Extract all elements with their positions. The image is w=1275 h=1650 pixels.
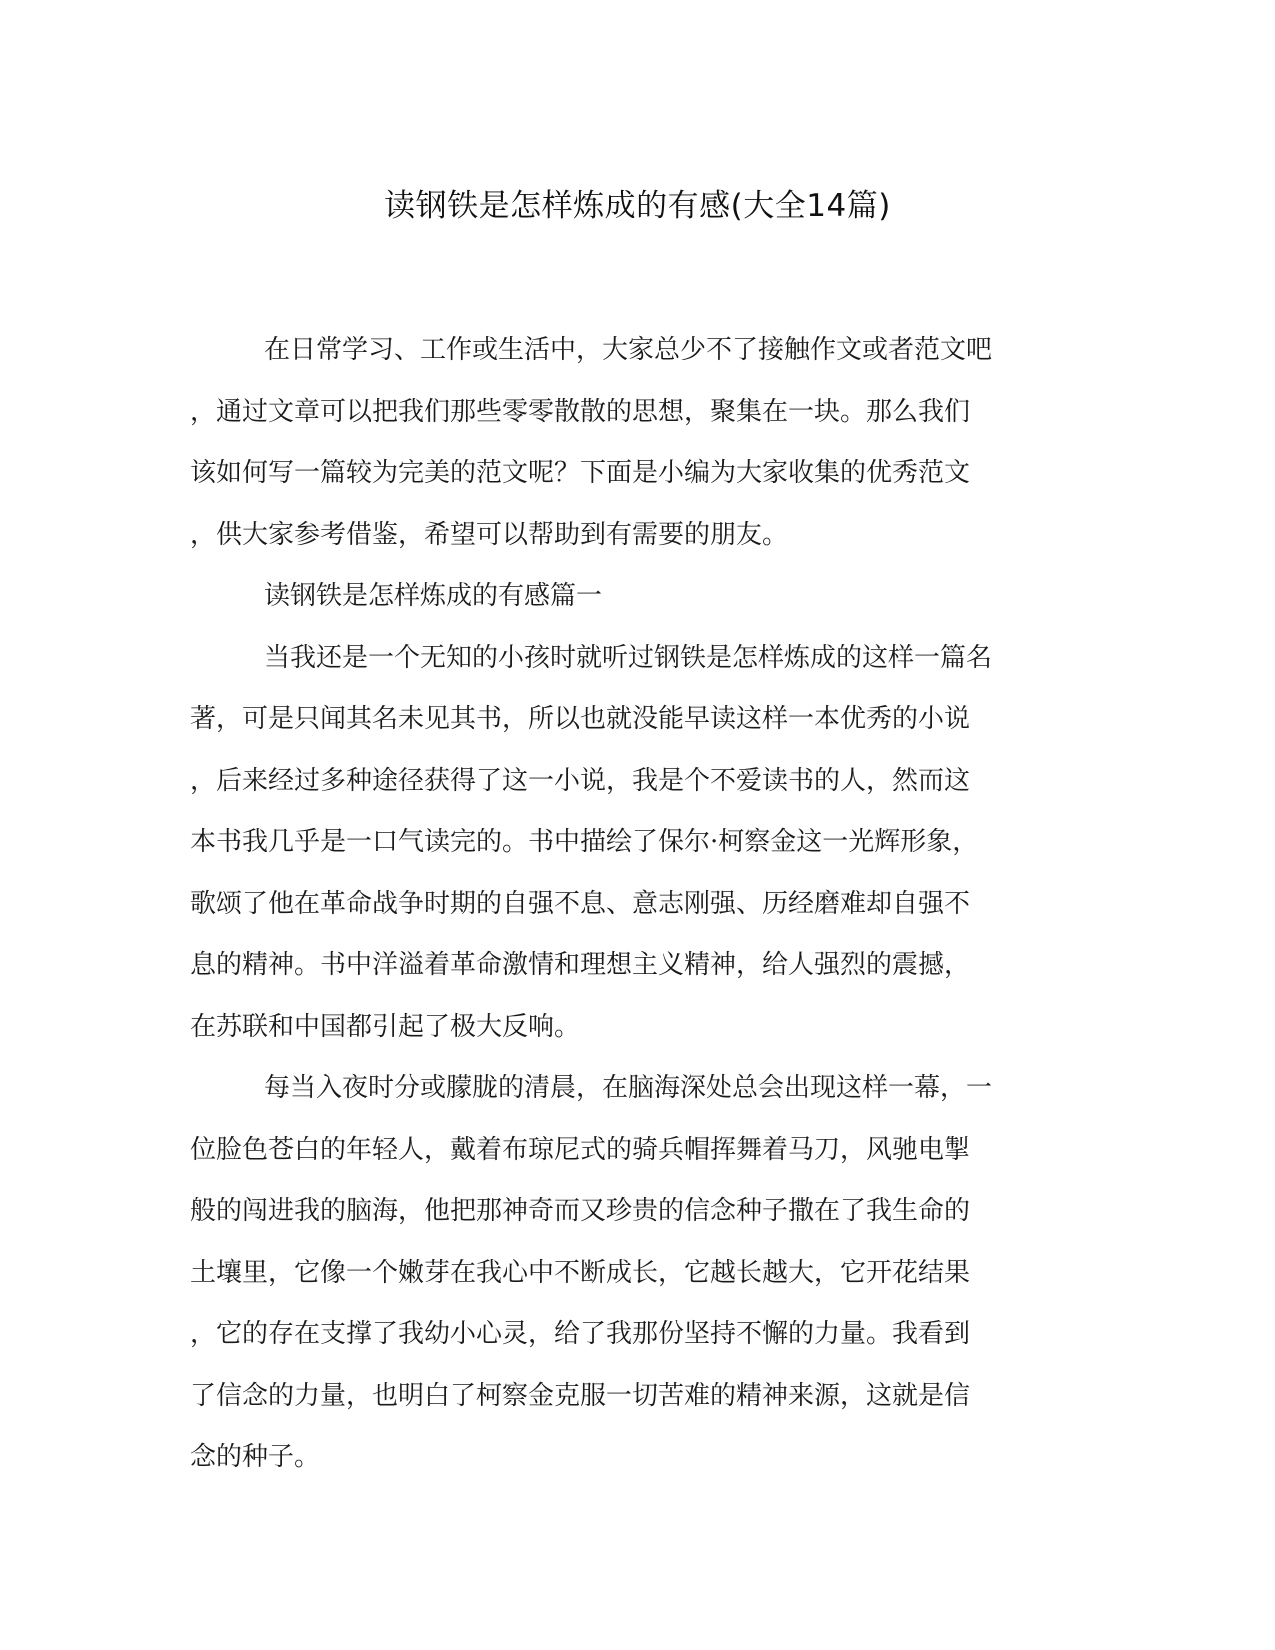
paragraph-line: 在苏联和中国都引起了极大反响。	[190, 1011, 581, 1042]
paragraph-line: 本书我几乎是一口气读完的。书中描绘了保尔·柯察金这一光辉形象，	[190, 827, 979, 857]
paragraph-line: 当我还是一个无知的小孩时就听过钢铁是怎样炼成的这样一篇名	[264, 642, 993, 673]
paragraph-line: ，供大家参考借鉴，希望可以帮助到有需要的朋友。	[190, 519, 789, 550]
paragraph-line: ，它的存在支撑了我幼小心灵，给了我那份坚持不懈的力量。我看到	[190, 1319, 971, 1349]
paragraph-line: 般的闯进我的脑海，他把那神奇而又珍贵的信念种子撒在了我生命的	[190, 1196, 971, 1226]
paragraph-line: 念的种子。	[190, 1442, 321, 1472]
paragraph-line: 了信念的力量，也明白了柯察金克服一切苦难的精神来源，这就是信	[190, 1380, 971, 1411]
paragraph-line: 著，可是只闻其名未见其书，所以也就没能早读这样一本优秀的小说	[190, 704, 971, 734]
paragraph-line: 在日常学习、工作或生活中，大家总少不了接触作文或者范文吧	[264, 335, 993, 365]
paragraph-line: ，后来经过多种途径获得了这一小说，我是个不爱读书的人，然而这	[190, 765, 971, 796]
document-title: 读钢铁是怎样炼成的有感(大全14篇)	[384, 188, 891, 224]
document-body	[190, 320, 1080, 1489]
paragraph-line: ，通过文章可以把我们那些零零散散的思想，聚集在一块。那么我们	[190, 396, 971, 427]
paragraph-line: 每当入夜时分或朦胧的清晨，在脑海深处总会出现这样一幕，一	[264, 1073, 993, 1103]
paragraph-line: 土壤里，它像一个嫩芽在我心中不断成长，它越长越大，它开花结果	[190, 1257, 971, 1288]
paragraph-line: 位脸色苍白的年轻人，戴着布琼尼式的骑兵帽挥舞着马刀，风驰电掣	[190, 1134, 971, 1165]
section-heading: 读钢铁是怎样炼成的有感篇一	[264, 581, 603, 611]
paragraph-line: 息的精神。书中洋溢着革命激情和理想主义精神，给人强烈的震撼，	[190, 950, 971, 980]
paragraph-line: 该如何写一篇较为完美的范文呢？下面是小编为大家收集的优秀范文	[190, 458, 971, 488]
paragraph-line: 歌颂了他在革命战争时期的自强不息、意志刚强、历经磨难却自强不	[190, 888, 971, 919]
